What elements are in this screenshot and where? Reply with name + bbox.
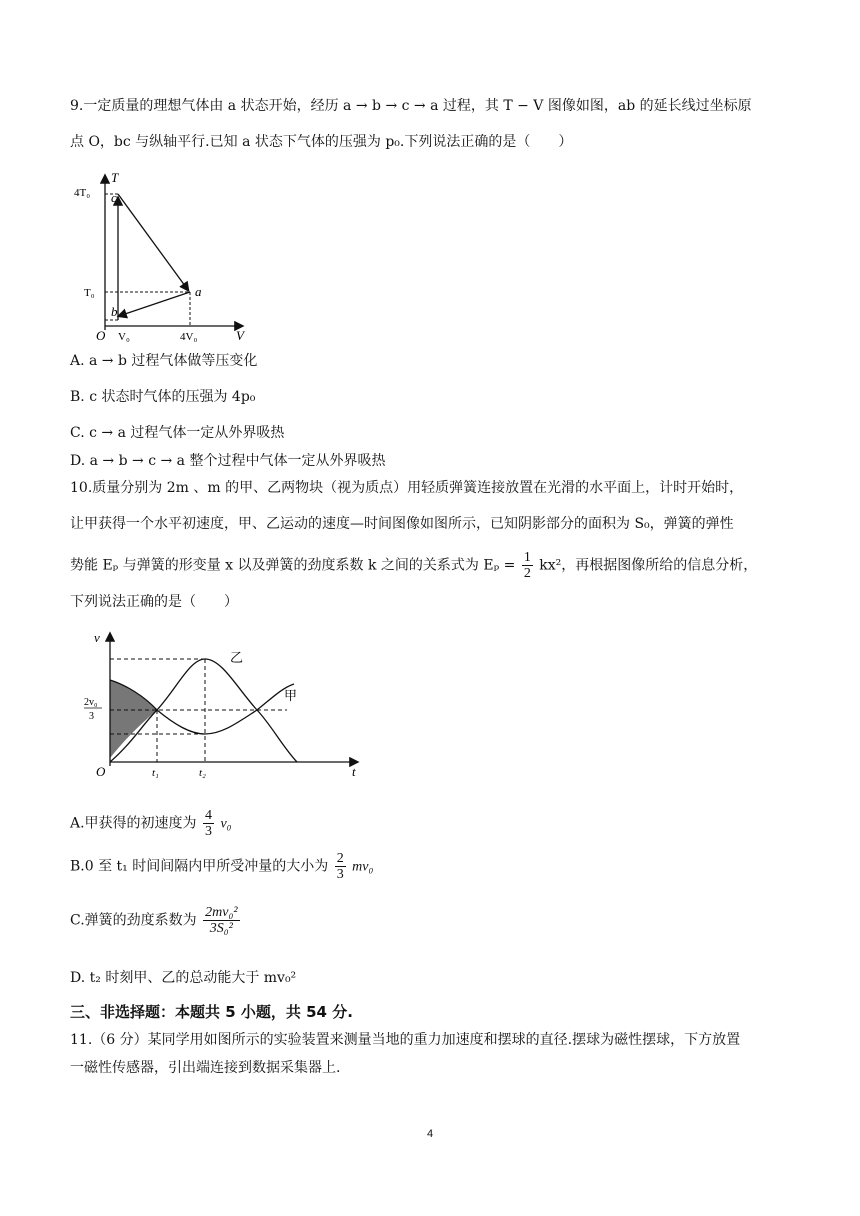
q10-opt-b-fraction bbox=[335, 851, 346, 882]
page-number: 4 bbox=[426, 1128, 434, 1140]
q10-label-O: O bbox=[96, 764, 106, 779]
q10-opt-a-text: A.甲获得的初速度为 bbox=[70, 815, 197, 832]
q10-label-yi: 乙 bbox=[230, 650, 244, 665]
q9-label-b: b bbox=[111, 304, 118, 319]
q9-tv-figure bbox=[72, 170, 257, 348]
q9-option-c: C. c → a 过程气体一定从外界吸热 bbox=[70, 425, 285, 441]
q9-stem-line2: 点 O，bc 与纵轴平行.已知 a 状态下气体的压强为 p₀.下列说法正确的是（ ） bbox=[70, 134, 573, 150]
q10-energy-frac-den: 2 bbox=[523, 566, 531, 581]
q10-label-t1: t₁ bbox=[152, 767, 159, 779]
q10-opt-c-text: C.弹簧的劲度系数为 bbox=[70, 912, 197, 929]
q10-opt-b-den: 3 bbox=[336, 867, 344, 882]
q10-energy-frac-num: 1 bbox=[523, 550, 531, 565]
q9-label-V: V bbox=[236, 328, 244, 343]
q9-label-c: c bbox=[111, 190, 117, 205]
q10-stem-line3-b: kx²，再根据图像所给的信息分析， bbox=[539, 557, 758, 574]
q10-option-c bbox=[70, 905, 800, 936]
q11-stem-line1: 11.（6 分）某同学用如图所示的实验装置来测量当地的重力加速度和摆球的直径.摆球为磁性摆球，下方放置 bbox=[70, 1032, 741, 1048]
q10-label-t2: t₂ bbox=[199, 767, 206, 779]
q10-label-jia: 甲 bbox=[284, 688, 298, 703]
q9-option-b: B. c 状态时气体的压强为 4p₀ bbox=[70, 389, 256, 405]
q10-stem-line3 bbox=[70, 550, 800, 581]
q10-opt-a-fraction bbox=[203, 808, 214, 839]
q10-option-d: D. t₂ 时刻甲、乙的总动能大于 mv₀² bbox=[70, 970, 297, 986]
q9-label-O: O bbox=[96, 328, 106, 343]
q10-label-2v0: 2v₀ bbox=[84, 697, 98, 708]
q10-label-t: t bbox=[352, 764, 356, 779]
q9-label-4V0: 4V₀ bbox=[180, 331, 198, 343]
q10-stem-line1: 10.质量分别为 2m 、m 的甲、乙两物块（视为质点）用轻质弹簧连接放置在光滑的水平面上，计时开始时， bbox=[70, 480, 744, 496]
q9-line-ab bbox=[119, 292, 190, 316]
q9-line-ca bbox=[118, 194, 188, 290]
q10-stem-line3-a: 势能 Eₚ 与弹簧的形变量 x 以及弹簧的劲度系数 k 之间的关系式为 Eₚ = bbox=[70, 557, 516, 574]
q10-label-3: 3 bbox=[89, 711, 94, 722]
q10-opt-a-num: 4 bbox=[205, 808, 213, 823]
q10-opt-c-fraction bbox=[203, 905, 239, 936]
q10-vt-figure bbox=[82, 628, 367, 780]
q10-label-v: v bbox=[94, 630, 100, 645]
q10-opt-b-post: mv₀ bbox=[352, 859, 374, 875]
q9-option-d: D. a → b → c → a 整个过程中气体一定从外界吸热 bbox=[70, 453, 386, 469]
q11-stem-line2: 一磁性传感器，引出端连接到数据采集器上. bbox=[70, 1060, 341, 1076]
q10-stem-line2: 让甲获得一个水平初速度，甲、乙运动的速度—时间图像如图所示，已知阴影部分的面积为 S₀，弹簧的弹性 bbox=[70, 516, 734, 532]
q10-opt-c-den: 3S₀² bbox=[209, 921, 233, 936]
q9-label-T0: T₀ bbox=[84, 287, 95, 299]
q10-energy-fraction bbox=[522, 550, 533, 581]
q9-option-a: A. a → b 过程气体做等压变化 bbox=[70, 353, 258, 369]
q10-option-b bbox=[70, 851, 800, 882]
q9-label-4T0: 4T₀ bbox=[74, 187, 91, 199]
q10-shaded-area bbox=[110, 680, 157, 758]
q10-opt-b-num: 2 bbox=[336, 851, 344, 866]
q10-opt-a-den: 3 bbox=[205, 824, 213, 839]
q10-opt-c-num: 2mv₀² bbox=[205, 905, 238, 920]
q10-opt-a-post: v₀ bbox=[220, 816, 232, 832]
q10-opt-b-text: B.0 至 t₁ 时间间隔内甲所受冲量的大小为 bbox=[70, 858, 329, 875]
q9-label-T: T bbox=[111, 170, 119, 185]
q10-option-a bbox=[70, 808, 800, 839]
q9-label-a: a bbox=[195, 284, 202, 299]
q10-stem-line4: 下列说法正确的是（ ） bbox=[70, 594, 238, 610]
q9-stem-line1: 9.一定质量的理想气体由 a 状态开始，经历 a → b → c → a 过程，其 T − V 图像如图，ab 的延长线过坐标原 bbox=[70, 98, 752, 114]
q9-label-V0: V₀ bbox=[118, 331, 130, 343]
section-3-heading: 三、非选择题：本题共 5 小题，共 54 分. bbox=[70, 1003, 353, 1021]
